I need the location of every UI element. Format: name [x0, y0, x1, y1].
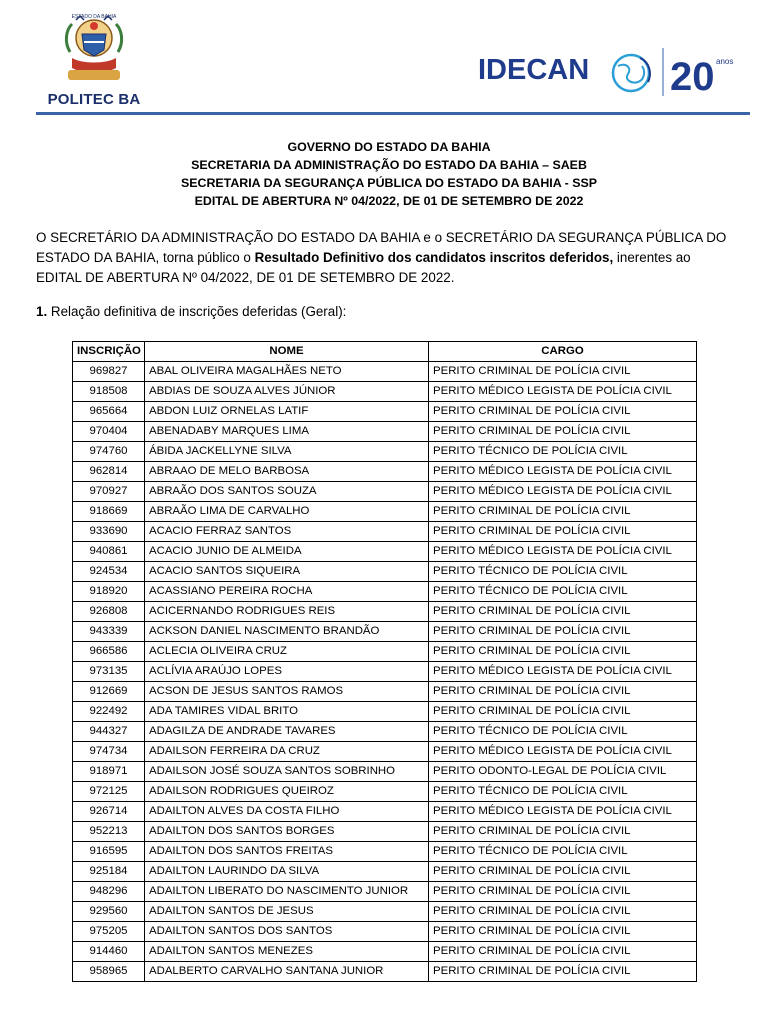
- cell-cargo: PERITO TÉCNICO DE POLÍCIA CIVIL: [429, 722, 697, 742]
- cell-inscricao: 924534: [73, 562, 145, 582]
- cell-cargo: PERITO CRIMINAL DE POLÍCIA CIVIL: [429, 882, 697, 902]
- cell-nome: ADAILTON ALVES DA COSTA FILHO: [145, 802, 429, 822]
- cell-inscricao: 929560: [73, 902, 145, 922]
- cell-nome: ABDIAS DE SOUZA ALVES JÚNIOR: [145, 382, 429, 402]
- cell-nome: ACKSON DANIEL NASCIMENTO BRANDÃO: [145, 622, 429, 642]
- cell-inscricao: 918971: [73, 762, 145, 782]
- title-line: GOVERNO DO ESTADO DA BAHIA: [287, 140, 491, 154]
- cell-nome: ACLÍVIA ARAÚJO LOPES: [145, 662, 429, 682]
- cell-inscricao: 943339: [73, 622, 145, 642]
- cell-nome: ACACIO JUNIO DE ALMEIDA: [145, 542, 429, 562]
- intro-text: O SECRETÁRIO DA ADMINISTRAÇÃO DO ESTADO DA BAHIA e o SECRETÁRIO DA SEGURANÇA PÚBLICA DO ESTADO DA BAHIA, torna público o: [36, 230, 727, 265]
- cell-inscricao: 975205: [73, 922, 145, 942]
- table-row: [73, 422, 697, 442]
- cell-cargo: PERITO CRIMINAL DE POLÍCIA CIVIL: [429, 682, 697, 702]
- cell-inscricao: 918920: [73, 582, 145, 602]
- section-number: 1.: [36, 304, 48, 319]
- idecan-label: IDECAN: [478, 54, 590, 86]
- cell-nome: ABENADABY MARQUES LIMA: [145, 422, 429, 442]
- cell-nome: ACACIO SANTOS SIQUEIRA: [145, 562, 429, 582]
- cell-nome: ADAGILZA DE ANDRADE TAVARES: [145, 722, 429, 742]
- intro-bold-text: Resultado Definitivo dos candidatos inscritos deferidos,: [254, 250, 614, 265]
- cell-inscricao: 974760: [73, 442, 145, 462]
- intro-text-end: inerentes ao EDITAL DE ABERTURA Nº 04/2022, DE 01 DE SETEMBRO DE 2022.: [36, 250, 691, 285]
- cell-inscricao: 970927: [73, 482, 145, 502]
- cell-cargo: PERITO CRIMINAL DE POLÍCIA CIVIL: [429, 822, 697, 842]
- cell-nome: ACSON DE JESUS SANTOS RAMOS: [145, 682, 429, 702]
- cell-cargo: PERITO MÉDICO LEGISTA DE POLÍCIA CIVIL: [429, 382, 697, 402]
- table-row: [73, 962, 697, 982]
- cell-inscricao: 922492: [73, 702, 145, 722]
- cell-nome: ABDON LUIZ ORNELAS LATIF: [145, 402, 429, 422]
- cell-cargo: PERITO CRIMINAL DE POLÍCIA CIVIL: [429, 602, 697, 622]
- cell-nome: ADAILSON RODRIGUES QUEIROZ: [145, 782, 429, 802]
- table-row: [73, 462, 697, 482]
- cell-inscricao: 965664: [73, 402, 145, 422]
- cell-inscricao: 962814: [73, 462, 145, 482]
- table-header-row: [73, 342, 697, 362]
- cell-nome: ACLECIA OLIVEIRA CRUZ: [145, 642, 429, 662]
- cell-cargo: PERITO TÉCNICO DE POLÍCIA CIVIL: [429, 782, 697, 802]
- cell-inscricao: 918508: [73, 382, 145, 402]
- table-row: [73, 742, 697, 762]
- globe-icon: [610, 52, 654, 94]
- table-row: [73, 562, 697, 582]
- section-label: Relação definitiva de inscrições deferidas (Geral):: [47, 304, 347, 319]
- cell-inscricao: 914460: [73, 942, 145, 962]
- cell-nome: ADAILTON SANTOS MENEZES: [145, 942, 429, 962]
- table-row: [73, 362, 697, 382]
- cell-nome: ADA TAMIRES VIDAL BRITO: [145, 702, 429, 722]
- section-heading: [36, 302, 346, 322]
- cell-inscricao: 918669: [73, 502, 145, 522]
- cell-nome: ADAILTON SANTOS DOS SANTOS: [145, 922, 429, 942]
- cell-cargo: PERITO CRIMINAL DE POLÍCIA CIVIL: [429, 422, 697, 442]
- page-header: [0, 0, 768, 118]
- table-row: [73, 542, 697, 562]
- cell-inscricao: 969827: [73, 362, 145, 382]
- cell-nome: ACASSIANO PEREIRA ROCHA: [145, 582, 429, 602]
- cell-cargo: PERITO CRIMINAL DE POLÍCIA CIVIL: [429, 502, 697, 522]
- bahia-coat-of-arms-icon: [62, 12, 126, 86]
- cell-inscricao: 974734: [73, 742, 145, 762]
- cell-inscricao: 948296: [73, 882, 145, 902]
- cell-cargo: PERITO CRIMINAL DE POLÍCIA CIVIL: [429, 622, 697, 642]
- document-titles: [0, 138, 768, 210]
- cell-cargo: PERITO MÉDICO LEGISTA DE POLÍCIA CIVIL: [429, 662, 697, 682]
- column-header-inscricao: INSCRIÇÃO: [73, 342, 145, 362]
- table-row: [73, 862, 697, 882]
- table-row: [73, 722, 697, 742]
- table-row: [73, 822, 697, 842]
- table-row: [73, 582, 697, 602]
- cell-inscricao: 973135: [73, 662, 145, 682]
- column-header-cargo: CARGO: [429, 342, 697, 362]
- table-row: [73, 442, 697, 462]
- cell-inscricao: 958965: [73, 962, 145, 982]
- idecan-logo: [478, 48, 740, 98]
- cell-inscricao: 944327: [73, 722, 145, 742]
- cell-inscricao: 925184: [73, 862, 145, 882]
- table-row: [73, 602, 697, 622]
- cell-cargo: PERITO CRIMINAL DE POLÍCIA CIVIL: [429, 942, 697, 962]
- svg-text:anos: anos: [716, 57, 734, 66]
- svg-text:ESTADO DA BAHIA: ESTADO DA BAHIA: [71, 14, 117, 20]
- results-table: [72, 341, 697, 982]
- cell-nome: ÁBIDA JACKELLYNE SILVA: [145, 442, 429, 462]
- table-row: [73, 942, 697, 962]
- cell-nome: ADAILTON DOS SANTOS BORGES: [145, 822, 429, 842]
- table-row: [73, 682, 697, 702]
- table-row: [73, 842, 697, 862]
- cell-cargo: PERITO CRIMINAL DE POLÍCIA CIVIL: [429, 702, 697, 722]
- table-row: [73, 522, 697, 542]
- cell-nome: ADALBERTO CARVALHO SANTANA JUNIOR: [145, 962, 429, 982]
- table-row: [73, 802, 697, 822]
- cell-inscricao: 926808: [73, 602, 145, 622]
- cell-cargo: PERITO TÉCNICO DE POLÍCIA CIVIL: [429, 442, 697, 462]
- table-row: [73, 762, 697, 782]
- cell-cargo: PERITO TÉCNICO DE POLÍCIA CIVIL: [429, 582, 697, 602]
- table-row: [73, 402, 697, 422]
- politec-label: POLITEC BA: [47, 91, 141, 108]
- cell-nome: ACACIO FERRAZ SANTOS: [145, 522, 429, 542]
- title-line: SECRETARIA DA ADMINISTRAÇÃO DO ESTADO DA BAHIA – SAEB: [191, 158, 587, 172]
- cell-cargo: PERITO ODONTO-LEGAL DE POLÍCIA CIVIL: [429, 762, 697, 782]
- table-row: [73, 642, 697, 662]
- cell-nome: ADAILTON LAURINDO DA SILVA: [145, 862, 429, 882]
- cell-cargo: PERITO CRIMINAL DE POLÍCIA CIVIL: [429, 962, 697, 982]
- table-row: [73, 702, 697, 722]
- cell-nome: ABRAÃO DOS SANTOS SOUZA: [145, 482, 429, 502]
- cell-inscricao: 916595: [73, 842, 145, 862]
- cell-cargo: PERITO TÉCNICO DE POLÍCIA CIVIL: [429, 842, 697, 862]
- table-row: [73, 902, 697, 922]
- cell-cargo: PERITO MÉDICO LEGISTA DE POLÍCIA CIVIL: [429, 462, 697, 482]
- twenty-years-badge: [670, 50, 742, 96]
- cell-nome: ADAILTON SANTOS DE JESUS: [145, 902, 429, 922]
- cell-inscricao: 970404: [73, 422, 145, 442]
- table-row: [73, 622, 697, 642]
- cell-cargo: PERITO CRIMINAL DE POLÍCIA CIVIL: [429, 362, 697, 382]
- cell-cargo: PERITO MÉDICO LEGISTA DE POLÍCIA CIVIL: [429, 802, 697, 822]
- cell-nome: ADAILTON LIBERATO DO NASCIMENTO JUNIOR: [145, 882, 429, 902]
- svg-text:20: 20: [670, 55, 715, 96]
- table-row: [73, 502, 697, 522]
- column-header-nome: NOME: [145, 342, 429, 362]
- cell-nome: ACICERNANDO RODRIGUES REIS: [145, 602, 429, 622]
- table-row: [73, 922, 697, 942]
- cell-cargo: PERITO CRIMINAL DE POLÍCIA CIVIL: [429, 522, 697, 542]
- cell-inscricao: 926714: [73, 802, 145, 822]
- cell-cargo: PERITO MÉDICO LEGISTA DE POLÍCIA CIVIL: [429, 742, 697, 762]
- cell-inscricao: 966586: [73, 642, 145, 662]
- cell-inscricao: 952213: [73, 822, 145, 842]
- cell-inscricao: 940861: [73, 542, 145, 562]
- cell-cargo: PERITO CRIMINAL DE POLÍCIA CIVIL: [429, 862, 697, 882]
- table-row: [73, 382, 697, 402]
- cell-nome: ABRAAO DE MELO BARBOSA: [145, 462, 429, 482]
- cell-inscricao: 972125: [73, 782, 145, 802]
- cell-cargo: PERITO MÉDICO LEGISTA DE POLÍCIA CIVIL: [429, 482, 697, 502]
- header-divider: [36, 112, 750, 115]
- cell-cargo: PERITO MÉDICO LEGISTA DE POLÍCIA CIVIL: [429, 542, 697, 562]
- title-line: EDITAL DE ABERTURA Nº 04/2022, DE 01 DE SETEMBRO DE 2022: [194, 194, 584, 208]
- politec-logo: [46, 12, 142, 108]
- cell-cargo: PERITO CRIMINAL DE POLÍCIA CIVIL: [429, 902, 697, 922]
- cell-nome: ADAILSON JOSÉ SOUZA SANTOS SOBRINHO: [145, 762, 429, 782]
- table-row: [73, 782, 697, 802]
- table-row: [73, 662, 697, 682]
- cell-nome: ABAL OLIVEIRA MAGALHÃES NETO: [145, 362, 429, 382]
- cell-inscricao: 912669: [73, 682, 145, 702]
- title-line: SECRETARIA DA SEGURANÇA PÚBLICA DO ESTADO DA BAHIA - SSP: [180, 176, 597, 190]
- intro-paragraph: [36, 228, 736, 288]
- table-row: [73, 482, 697, 502]
- cell-nome: ABRAÃO LIMA DE CARVALHO: [145, 502, 429, 522]
- cell-inscricao: 933690: [73, 522, 145, 542]
- cell-nome: ADAILTON DOS SANTOS FREITAS: [145, 842, 429, 862]
- logo-divider: [662, 48, 664, 96]
- cell-cargo: PERITO CRIMINAL DE POLÍCIA CIVIL: [429, 642, 697, 662]
- table-row: [73, 882, 697, 902]
- cell-nome: ADAILSON FERREIRA DA CRUZ: [145, 742, 429, 762]
- cell-cargo: PERITO CRIMINAL DE POLÍCIA CIVIL: [429, 402, 697, 422]
- table-body: [73, 362, 697, 982]
- cell-cargo: PERITO CRIMINAL DE POLÍCIA CIVIL: [429, 922, 697, 942]
- cell-cargo: PERITO TÉCNICO DE POLÍCIA CIVIL: [429, 562, 697, 582]
